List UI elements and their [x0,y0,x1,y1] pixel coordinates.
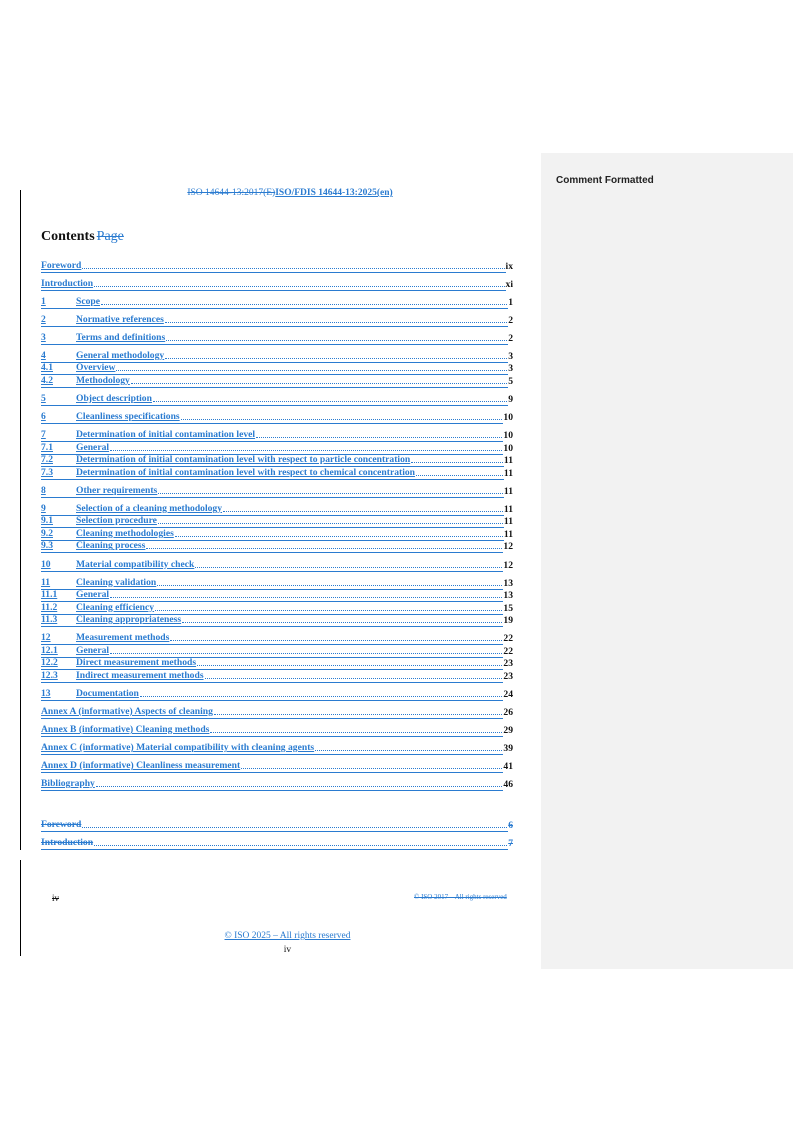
toc-entry[interactable] [41,278,513,291]
toc-link[interactable] [41,724,503,737]
toc-label: Annex A (informative) Aspects of cleaning [41,705,213,717]
toc-label: Methodology [76,374,130,386]
dot-leader [158,485,503,494]
toc-page: 13 [503,577,513,589]
toc-label: Introduction [41,277,94,289]
toc-label: Terms and definitions [76,331,166,343]
dot-leader [82,819,507,828]
toc-link[interactable] [41,589,503,602]
toc-label: Annex C (informative) Material compatibility with cleaning agents [41,742,315,754]
deleted-copyright: © ISO 2017 – All rights reserved [414,893,507,901]
dot-leader [110,645,502,654]
toc-number: 10 [41,558,51,570]
toc-label: Indirect measurement methods [76,669,204,681]
toc-number: 8 [41,484,46,496]
toc-page: 6 [508,819,513,831]
toc-label: Cleaning process [76,540,146,552]
toc-link[interactable] [41,559,503,572]
toc-page: 3 [508,363,513,375]
dot-leader [197,657,502,666]
toc-label: Documentation [76,687,139,699]
toc-label: Cleanliness specifications [76,411,180,423]
toc-link[interactable] [41,760,503,773]
toc-link[interactable] [41,837,508,850]
toc-label: Cleaning validation [76,576,157,588]
toc-page: 15 [503,602,513,614]
toc-link[interactable] [41,602,503,615]
comment-panel [541,153,793,969]
toc-label: Scope [76,295,100,307]
toc-entry[interactable] [41,260,513,273]
toc-label: Determination of initial contamination level [76,429,256,441]
dot-leader [256,429,502,438]
toc-link[interactable] [41,632,503,645]
toc-label: Annex D (informative) Cleanliness measurement [41,760,241,772]
toc-link[interactable] [41,528,504,541]
toc-page: 11 [503,455,513,467]
toc-entry[interactable] [41,455,513,468]
toc-page: 9 [508,394,513,406]
toc-label: General methodology [76,349,165,361]
dot-leader [315,742,502,751]
toc-label: Other requirements [76,484,158,496]
toc-label: Object description [76,393,152,405]
toc-link[interactable] [41,577,503,590]
deleted-page-label: Page [96,229,124,244]
toc-entry[interactable] [41,485,513,498]
toc-label: Cleaning methodologies [76,527,174,539]
toc-page: 22 [503,633,513,645]
toc-entry[interactable] [41,645,513,658]
toc-link[interactable] [41,454,504,467]
table-of-contents [41,260,513,791]
toc-link[interactable] [41,442,503,455]
toc-page: 11 [503,516,513,528]
dot-leader [158,515,503,524]
dot-leader [195,559,502,568]
dot-leader [182,614,502,623]
change-bar [20,190,21,850]
toc-number: 12 [41,632,51,644]
toc-link[interactable] [41,540,503,553]
toc-link[interactable] [41,503,504,516]
toc-page: 1 [508,296,513,308]
toc-entry[interactable] [41,296,513,309]
toc-entry[interactable] [41,688,513,701]
toc-entry[interactable] [41,819,513,832]
toc-label: General [76,589,110,601]
dot-leader [153,393,507,402]
toc-link[interactable] [41,429,503,442]
toc-number: 5 [41,393,46,405]
dot-leader [110,589,502,598]
toc-link[interactable] [41,645,503,658]
toc-entry[interactable] [41,332,513,345]
toc-label: Annex B (informative) Cleaning methods [41,724,210,735]
toc-link[interactable] [41,278,506,291]
dot-leader [94,837,507,846]
toc-page: 23 [503,658,513,670]
dot-leader [157,577,502,586]
toc-link[interactable] [41,778,503,791]
toc-page: 10 [503,412,513,424]
toc-number: 11.1 [41,589,58,601]
dot-leader [165,350,507,359]
toc-page: 10 [503,442,513,454]
toc-page: 39 [503,743,513,755]
dot-leader [96,778,503,787]
toc-number: 3 [41,331,46,343]
toc-label: Direct measurement methods [76,657,197,669]
toc-label: Selection procedure [76,515,157,527]
toc-entry[interactable] [41,779,513,792]
toc-entry[interactable] [41,430,513,443]
toc-number: 12.1 [41,644,58,656]
toc-link[interactable] [41,742,503,755]
toc-entry[interactable] [41,467,513,480]
dot-leader [146,540,502,549]
toc-page: 26 [503,706,513,718]
toc-number: 12.3 [41,669,58,681]
toc-page: 11 [503,485,513,497]
toc-entry[interactable] [41,442,513,455]
toc-page: 3 [508,350,513,362]
toc-link[interactable] [41,688,503,701]
toc-link[interactable] [41,515,504,528]
toc-link[interactable] [41,393,508,406]
toc-number: 11.3 [41,614,58,626]
toc-entry[interactable] [41,577,513,590]
page-title [41,229,124,245]
toc-page: 11 [503,503,513,515]
toc-entry[interactable] [41,743,513,756]
toc-entry[interactable] [41,670,513,683]
toc-number: 9.1 [41,515,53,527]
comment-panel-title: Comment Formatted [556,175,654,186]
header-inserted: ISO/FDIS 14644-13:2025(en) [275,188,393,198]
dot-leader [205,670,503,679]
toc-number: 2 [41,313,46,325]
toc-entry[interactable] [41,761,513,774]
dot-leader [140,688,503,697]
toc-number: 13 [41,687,51,699]
toc-page: 24 [503,688,513,700]
toc-page: 2 [508,332,513,344]
toc-number: 9.3 [41,540,53,552]
toc-entry[interactable] [41,516,513,529]
toc-label: Normative references [76,313,164,325]
toc-number: 7.2 [41,454,53,466]
copyright: © ISO 2025 – All rights reserved [224,931,351,941]
toc-label: General [76,644,110,656]
toc-link[interactable] [41,819,508,832]
toc-entry[interactable] [41,559,513,572]
toc-link[interactable] [41,362,508,375]
toc-page: ix [505,260,513,272]
toc-entry[interactable] [41,503,513,516]
dot-leader [411,454,503,463]
dot-leader [131,375,507,384]
toc-entry[interactable] [41,363,513,376]
dot-leader [116,362,507,371]
toc-entry[interactable] [41,706,513,719]
toc-label: Bibliography [41,778,95,790]
dot-leader [181,411,503,420]
toc-link[interactable] [41,350,508,363]
toc-label: Determination of initial contamination level with respect to chemical concentration [76,466,416,478]
dot-leader [241,760,502,769]
dot-leader [416,467,503,476]
deleted-page-number: iv [52,893,60,903]
toc-page: 12 [503,559,513,571]
toc-number: 7 [41,429,46,441]
dot-leader [210,724,502,733]
dot-leader [101,296,507,305]
toc-label: Cleaning efficiency [76,601,155,613]
toc-number: 6 [41,411,46,423]
toc-number: 9 [41,502,46,514]
toc-page: 2 [508,314,513,326]
toc-number: 11 [41,576,51,588]
toc-entry[interactable] [41,394,513,407]
toc-number: 4.2 [41,374,53,386]
toc-page: 13 [503,590,513,602]
toc-link[interactable] [41,670,503,683]
dot-leader [166,332,507,341]
toc-page: xi [505,278,513,290]
dot-leader [82,260,504,269]
toc-entry[interactable] [41,602,513,615]
toc-entry[interactable] [41,837,513,850]
header-deleted: ISO 14644-13:2017(E) [187,188,276,198]
toc-link[interactable] [41,614,503,627]
toc-number: 9.2 [41,527,53,539]
page-number: iv [283,945,292,955]
toc-label: Material compatibility check [76,558,195,570]
dot-leader [110,442,502,451]
toc-label: Foreword [41,259,82,271]
dot-leader [214,706,503,715]
toc-number: 12.2 [41,657,58,669]
toc-entry[interactable] [41,350,513,363]
deleted-table-of-contents [41,819,513,850]
toc-page: 29 [503,725,513,736]
toc-page: 12 [503,541,513,553]
toc-link[interactable] [41,332,508,345]
toc-page: 11 [503,467,513,479]
toc-label: Determination of initial contamination level with respect to particle concentration [76,454,411,466]
toc-entry[interactable] [41,590,513,603]
toc-entry[interactable] [41,528,513,541]
dot-leader [175,528,503,537]
toc-link[interactable] [41,485,504,498]
toc-page: 7 [508,837,513,849]
dot-leader [155,602,502,611]
toc-link[interactable] [41,657,503,670]
toc-entry[interactable] [41,375,513,388]
toc-entry[interactable] [41,412,513,425]
toc-page: 22 [503,645,513,657]
toc-page: 11 [503,528,513,540]
toc-page: 46 [503,779,513,791]
toc-link[interactable] [41,467,504,480]
contents-title: Contents [41,229,95,244]
document-header [0,188,580,198]
toc-number: 7.1 [41,441,53,453]
toc-label: Selection of a cleaning methodology [76,502,223,514]
toc-number: 1 [41,295,46,307]
toc-label: Foreword [41,818,82,830]
toc-label: General [76,441,110,453]
dot-leader [170,632,502,641]
toc-page: 5 [508,375,513,387]
toc-link[interactable] [41,375,508,388]
toc-number: 7.3 [41,466,53,478]
dot-leader [165,314,507,323]
toc-entry[interactable] [41,633,513,646]
toc-number: 4.1 [41,362,53,374]
toc-link[interactable] [41,296,508,309]
toc-entry[interactable] [41,615,513,628]
toc-page: 41 [503,761,513,773]
toc-link[interactable] [41,706,503,719]
toc-number: 11.2 [41,601,58,613]
toc-number: 4 [41,349,46,361]
toc-entry[interactable] [41,541,513,554]
toc-label: Introduction [41,836,94,848]
toc-page: 23 [503,670,513,682]
toc-page: 10 [503,430,513,442]
toc-label: Cleaning appropriateness [76,614,182,626]
toc-label: Overview [76,362,116,374]
dot-leader [223,503,503,512]
toc-entry[interactable] [41,725,513,738]
toc-entry[interactable] [41,658,513,671]
toc-page: 19 [503,615,513,627]
toc-label: Measurement methods [76,632,170,644]
toc-link[interactable] [41,260,506,273]
change-bar [20,860,21,956]
dot-leader [94,278,504,287]
toc-link[interactable] [41,411,503,424]
toc-entry[interactable] [41,314,513,327]
toc-link[interactable] [41,314,508,327]
